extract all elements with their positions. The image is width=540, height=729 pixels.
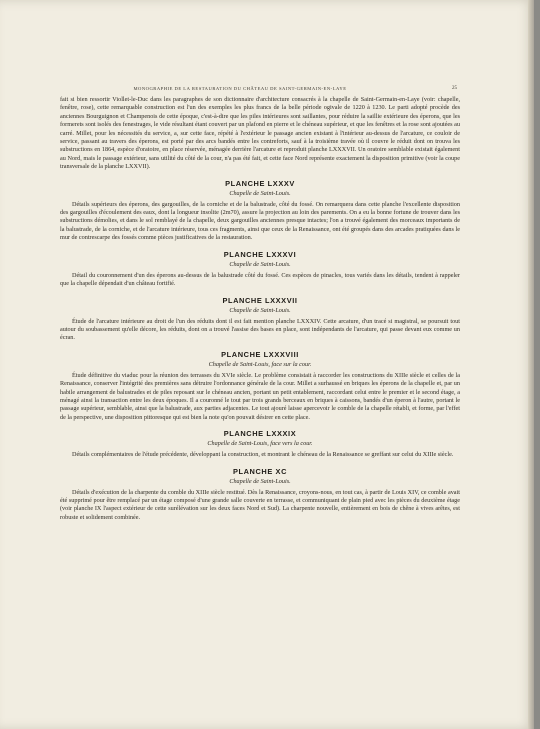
intro-paragraph: fait si bien ressortir Viollet-le-Duc dans les paragraphes de son dictionnaire d'architecture consacrés à la chapelle de Saint-Germain-en-Laye (voir: chapelle, fenêtre, rose), cette remarquable construction est l'un des exemples les plus francs de la belle période ogivale de 1220 à 1230. Le parti adopté procède des anciennes Bourguignon et Champenois de cette époque, c'est-à-dire que les piles intérieures sont saillantes, pour réduire la saillie extérieure des éperons, que les formerets sont isolés des fenestrages, le vide résultant étant couvert par un plafond en pierre et le chéneau supérieur, et que les fenêtres et la rose sont ajoutées au carré. Millet, pour les nécessités du service, a, sur cette face, répété à l'extérieur le passage ancien existant à l'intérieur au-dessus de l'arcature, ce couloir de service, passant au travers des éperons, est porté par des arcs bandés entre les contreforts, sauf à la troisième travée où il couvre le réduit dont on trouva les substructions en 1864, espèce d'oratoire, en place réservée, ménagée derrière l'arcature et reproduit planche LXXXVII. Un oratoire semblable existait également au Nord, mais le passage extérieur, sans utilité du côté de la cour, n'a pas été fait, et cette face Nord représente exactement la disposition primitive (voir la coupe transversale de la planche LXXVII). <box>60 96 460 171</box>
plate-subtitle-lxxxviii: Chapelle de Saint-Louis, face sur la cour. <box>208 360 312 368</box>
plate-subtitle-lxxxix: Chapelle de Saint-Louis, face vers la cour. <box>207 440 313 448</box>
plate-text-xc: Détails d'exécution de la charpente du comble du XIIIe siècle restitué. Dès la Renaissance, croyons-nous, en tout cas, à partir de Louis XIV, ce comble avait été supprimé pour être remplacé par un étage composé d'une grande salle couverte en terrasse, et communiquant de plain pied avec les pièces du deuxième étage (voir planche IX l'aspect extérieur de cette surélévation sur les deux faces Nord et Sud). La charpente nouvelle, entièrement en bois de chêne à vives arêtes, est robuste et solidement combinée. <box>60 488 460 521</box>
plate-heading-lxxxviii: PLANCHE LXXXVIII <box>221 349 299 359</box>
plate-text-lxxxvii: Étude de l'arcature intérieure au droit de l'un des réduits dont il est fait mention planche LXXXIV. Cette arcature, d'un tracé si magistral, se poursuit tout autour du soubassement qu'elle décore, les réduits, dont on a trouvé l'assise des bases en place, sont indépendants de l'arcature, qui passe devant eux comme un écran. <box>60 317 460 342</box>
page-number: 25 <box>452 86 457 91</box>
plate-heading-lxxxix: PLANCHE LXXXIX <box>223 429 297 439</box>
plate-text-lxxxviii: Étude définitive du viaduc pour la réunion des terrasses du XVIe siècle. Le problème consistait à raccorder les constructions du XIIIe siècle et celles de la Renaissance, conserver l'intégrité des premières sans détruire l'ordonnance générale de la cour. Millet a surhaussé en briques les éperons de la chapelle et, par un habile arrangement de balustrades et de piles reposant sur le chéneau ancien, portant un petit entablement, raccordant celui entre le premier et le second étage, a ménagé ainsi la transaction entre les deux époques. Il a couronné le tout par trois grands berceaux en briques à caissons, bandés d'un éperon à l'autre, portant le passage supérieur, semblable, ainsi que la balustrade, aux parties adjacentes. Le tout ajouré laisse apercevoir le comble de la chapelle rétabli, et forme, par l'effet de la perspective, une disposition pittoresque qui est bien la note qu'on pouvait désirer en cette place. <box>60 371 460 421</box>
plate-subtitle-xc: Chapelle de Saint-Louis. <box>229 477 291 485</box>
plate-subtitle-lxxxvi: Chapelle de Saint-Louis. <box>229 260 291 268</box>
page-body <box>60 96 460 525</box>
page-edge <box>528 0 534 729</box>
plate-heading-xc: PLANCHE XC <box>232 466 288 476</box>
plate-text-lxxxv: Détails supérieurs des éperons, des gargouilles, de la corniche et de la balustrade, côté du fossé. On remarquera dans cette planche l'excellente disposition des gargouilles d'écoulement des eaux, dont la longueur insolite (2m70), assure la projection au loin des parements. On a eu la bonne fortune de trouver dans les substructions démolies, et dans le sol remblayé de la chapelle, deux gargouilles anciennes presque intactes; l'on a trouvé également des morceaux importants de la balustrade, de la corniche, et de l'arcature intérieure, tous ces fragments, ainsi que ceux de la Renaissance, ont été groupés dans des arcades pratiquées dans le mur de contrescarpe des fossés comme pièces justificatives de la restauration. <box>60 200 460 242</box>
plate-text-lxxxix: Détails complémentaires de l'étude précédente, développant la construction, et montrant le chéneau de la Renaissance se greffant sur celui du XIIIe siècle. <box>72 451 454 459</box>
plate-heading-lxxxvii: PLANCHE LXXXVII <box>222 295 298 305</box>
plate-heading-lxxxvi: PLANCHE LXXXVI <box>223 249 297 259</box>
plate-subtitle-lxxxv: Chapelle de Saint-Louis. <box>229 189 291 197</box>
running-head: MONOGRAPHIE DE LA RESTAURATION DU CHÂTEAU DE SAINT-GERMAIN-EN-LAYE <box>133 86 347 91</box>
plate-text-lxxxvi: Détail du couronnement d'un des éperons au-dessus de la balustrade côté du fossé. Ces espèces de pinacles, tous variés dans les détails, tendent à rappeler que la chapelle dépendait d'un château fortifié. <box>60 271 460 288</box>
plate-heading-lxxxv: PLANCHE LXXXV <box>225 178 295 188</box>
plate-subtitle-lxxxvii: Chapelle de Saint-Louis. <box>229 306 291 314</box>
